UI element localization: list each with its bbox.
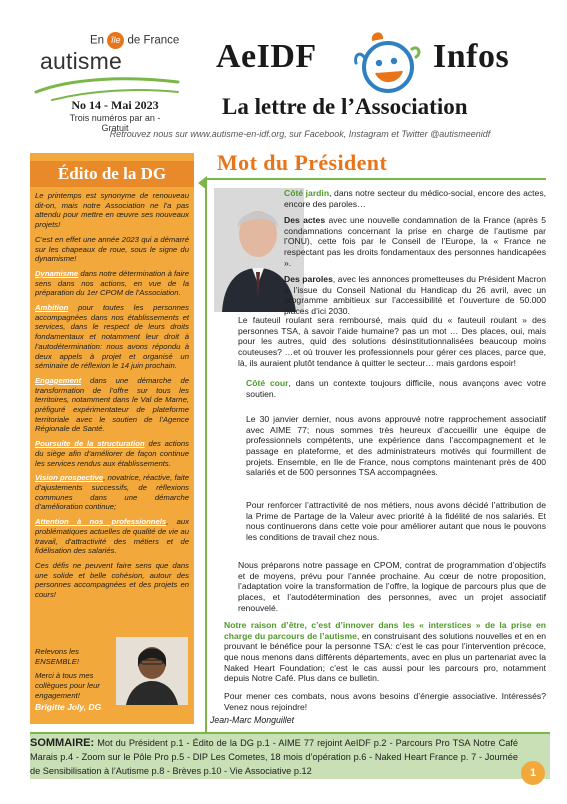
president-paragraph: Le 30 janvier dernier, nous avons approuvé notre rapprochement associatif avec AIME 77; nous sommes très heureux d’accueillir une équipe de professionnels compétents, une expérience dans l’accompagnement et le passage en plateforme, et des administrateurs motivés qui fourmillent de projets. Ensemble, en Ile de France, nous comptons maintenant près de 400 salariés et de 500 personnes TSA accompagnées. xyxy=(246,414,546,478)
edito-highlight: Ambition xyxy=(35,303,69,313)
page-number-badge: 1 xyxy=(521,761,545,785)
president-paragraph: Pour mener ces combats, nous avons besoins d’énergie associative. Intéressés? Venez nous rejoindre! xyxy=(224,691,546,712)
issue-info xyxy=(55,98,175,133)
green-divider xyxy=(205,183,207,738)
newsletter-subtitle: La lettre de l’Association xyxy=(222,94,468,119)
smiley-mascot-icon xyxy=(350,27,422,99)
president-paragraph: Des actes avec une nouvelle condamnation de la France (après 5 condamnations concernant la prise en charge de l’autisme par l’ONU), cette fois par le Conseil de l’Europe, la « France ne respectant pas les droits fondamentaux des personnes handicapées ». xyxy=(284,215,546,268)
issue-number: No 14 - Mai 2023 xyxy=(71,98,159,112)
social-links-line: Retrouvez nous sur www.autisme-en-idf.org, sur Facebook, Instagram et Twitter @autismeenidf xyxy=(109,129,491,139)
president-paragraph: Des paroles, avec les annonces prometteuses du Président Macron à l’issue du Conseil National du Handicap du 26 avril, avec un programme ambitieux sur l’accessibilité et l’ouverture de 50.000 places d’ici 2030. xyxy=(284,274,546,316)
edito-paragraph: Attention à nos professionnels, aux problématiques actuelles de qualité de vie au travail, d’attractivité des métiers et de fidélisation des salariés. xyxy=(35,517,189,556)
edito-paragraph: C’est en effet une année 2023 qui a démarré sur les chapeaux de roue, sous le signe du dynamisme! xyxy=(35,234,189,264)
president-highlight: Notre raison d’être, c’est d’innover dans les « interstices » de la prise en charge du parcours de l’autisme xyxy=(224,620,546,641)
president-paragraph: Pour renforcer l’attractivité de nos métiers, nous avons décidé l’attribution de la Prime de Partage de la Valeur avec priorité à la fidélité de nos salariés. Et nous continuerons dans cette voie pour améliorer autant que nous le pouvons les conditions de travail chez nous. xyxy=(246,500,546,542)
edito-paragraph: Merci à tous mes collègues pour leur engagement! xyxy=(35,671,100,700)
president-paragraph: Côté jardin, dans notre secteur du médico-social, encore des actes, encore des paroles… xyxy=(284,188,546,209)
edito-paragraph: Le printemps est synonyme de renouveau dit-on, mais notre Association ne l’a pas attendu pour mettre en œuvre ses nouveaux projets! xyxy=(35,191,189,230)
president-paragraph: Côté cour, dans un contexte toujours difficile, nous avançons avec votre soutien. xyxy=(246,378,547,399)
president-highlight: Côté cour xyxy=(246,378,289,388)
edito-highlight: Vision prospective xyxy=(35,473,104,483)
edito-paragraph: Ambition pour toutes les personnes accompagnées dans nos établissements et services, dans le respect de leurs droits fondamentaux et notamment leur droit à l’autodétermination: nous avons répondu à deux appels à projet et organisé un séminaire de réflexion le 14 juin prochain. xyxy=(35,303,189,371)
dg-portrait-image xyxy=(116,637,188,705)
logo-ile-badge: île xyxy=(107,32,124,49)
edito-paragraph: Vision prospective, novatrice, réactive, faite d’ajustements successifs, de réflexions communes dans une démarche d’amélioration continue; xyxy=(35,473,189,512)
newsletter-title-right: Infos xyxy=(433,38,510,75)
newsletter-title-left: AeIDF xyxy=(216,38,317,75)
president-paragraph: Notre raison d’être, c’est d’innover dans les « interstices » de la prise en charge du parcours de l’autisme, en construisant des solutions nouvelles et en en prouvant le bénéfice pour la personne TSA: c’est le cas pour l’intervention précoce, que nous menons dans différents départements, avec en plus un partenariat avec la Naked Heart Foundation; c’est le cas aussi pour les parcours pro, notamment depuis Notre Café. Plus dans ce bulletin. xyxy=(224,620,547,684)
toc-text: SOMMAIRE: Mot du Président p.1 - Édito de la DG p.1 - AIME 77 rejoint AeIDF p.2 - Parcours Pro TSA Notre Café Marais p.4 - Zoom sur le Pôle Pro p.5 - DIP Les Cometes, 18 mois d’opération p.6 - Naked Heart France p. 7 - Journée de Sensibilisation à l’Autisme p.8 - Brèves p.10 - Vie Associative p.12 xyxy=(30,737,518,776)
president-header xyxy=(207,150,546,180)
edito-sidebar xyxy=(30,153,194,724)
president-paragraph: Nous préparons notre passage en CPOM, contrat de programmation d’objectifs et de moyens, prévu pour l’année prochaine. Au cœur de notre proposition, l’adaptation voire la transformation de l’offre, la logique de parcours plus que de places, et l’autodétermination des personnes, avec un projet associatif renouvelé. xyxy=(238,560,546,613)
edito-title: Édito de la DG xyxy=(30,161,194,187)
edito-paragraph: Relevons les ENSEMBLE! xyxy=(35,647,80,666)
dg-signature: Brigitte Joly, DG xyxy=(35,702,102,712)
edito-highlight: Attention à nos professionnels xyxy=(35,517,167,527)
edito-highlight: Dynamisme xyxy=(35,268,79,278)
edito-paragraph: Engagement dans une démarche de transformation de l’offre sur tous les territoires, notamment dans le Val de Marne, préfiguré expérimentateur de plateforme territoriale avec le soutien de l’Agence Régionale de Santé. xyxy=(35,375,189,434)
logo-region: En île de France xyxy=(90,32,179,49)
logo-wordmark: autisme xyxy=(40,48,122,74)
edito-paragraph: Ces défis ne peuvent faire sens que dans une solide et belle cohésion, autour des personnes accompagnées et des projets en cours! xyxy=(35,560,189,600)
edito-highlight: Poursuite de la structuration xyxy=(35,439,145,449)
edito-paragraph: Dynamisme dans notre détermination à faire sens dans nos actions, en vue de la préparation du 1er CPOM de l’Association. xyxy=(35,268,189,298)
issue-frequency: Trois numéros par an - Gratuit xyxy=(69,113,161,133)
president-highlight: Côté jardin xyxy=(284,188,330,198)
president-paragraph: Le fauteuil roulant sera remboursé, mais quid du « fauteuil roulant » des personnes TSA, à savoir l’aide humaine? pas un mot … Des places, oui, mais pour les autres, quid des solutions désinstitutionnalisées beaucoup moins couteuses? …et où trouver les professionnels pour gérer ces places, parce que, là, ils auraient plutôt tendance à quitter le secteur… mais gardons espoir! xyxy=(238,315,546,368)
president-title: Mot du Président xyxy=(217,150,388,175)
table-of-contents xyxy=(30,732,550,779)
toc-label: SOMMAIRE: xyxy=(30,737,95,749)
president-signature: Jean-Marc Monguillet xyxy=(210,715,295,725)
edito-closing xyxy=(35,647,105,706)
edito-highlight: Engagement xyxy=(35,375,82,385)
autisme-idf-logo xyxy=(32,26,182,104)
edito-paragraph: Poursuite de la structuration des actions du siège afin d’améliorer de façon continue les services rendus aux établissements. xyxy=(35,439,189,468)
dg-portrait-photo xyxy=(116,637,188,705)
